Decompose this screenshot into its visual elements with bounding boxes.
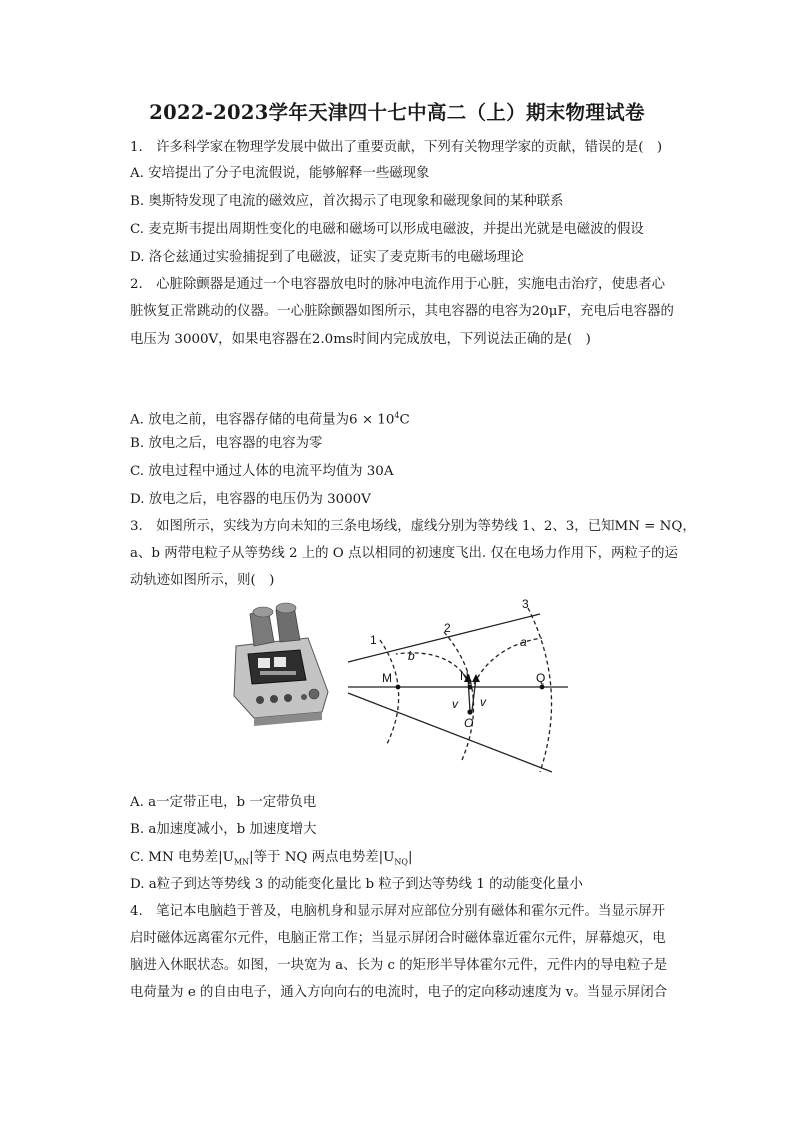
label-point-n: N xyxy=(460,669,469,683)
question-4-line-4: 电荷量为 e 的自由电子，通入方向向右的电流时，电子的定向移动速度为 v。当显示屏闭合 xyxy=(130,985,668,1000)
question-4-line-1: 4. 笔记本电脑趋于普及，电脑机身和显示屏对应部位分别有磁体和霍尔元件。当显示屏开 xyxy=(130,904,666,919)
question-2-line-1: 2. 心脏除颤器是通过一个电容器放电时的脉冲电流作用于心脏，实施电击治疗，使患者心 xyxy=(130,277,666,292)
label-velocity-1: v xyxy=(452,697,458,711)
question-3-option-d: D. a粒子到达等势线 3 的动能变化量比 b 粒子到达等势线 1 的动能变化量小 xyxy=(130,877,583,892)
option-a-unit: C xyxy=(399,412,410,428)
question-1-option-a: A. 安培提出了分子电流假说，能够解释一些磁现象 xyxy=(130,166,430,181)
label-particle-a: a xyxy=(520,635,527,649)
question-4-line-2: 启时磁体远离霍尔元件，电脑正常工作；当显示屏闭合时磁体靠近霍尔元件，屏幕熄灭，电 xyxy=(130,931,666,946)
question-3-option-a: A. a一定带正电，b 一定带负电 xyxy=(130,795,317,810)
question-2-line-2: 脏恢复正常跳动的仪器。一心脏除颤器如图所示，其电容器的电容为20μF，充电后电容器的 xyxy=(130,304,674,319)
label-equipotential-1: 1 xyxy=(370,633,377,647)
question-1-text: 1. 许多科学家在物理学发展中做出了重要贡献，下列有关物理学家的贡献，错误的是( ) xyxy=(130,140,663,155)
question-2-option-c: C. 放电过程中通过人体的电流平均值为 30A xyxy=(130,464,394,479)
defibrillator-image xyxy=(234,603,328,726)
question-1-option-d: D. 洛仑兹通过实验捕捉到了电磁波，证实了麦克斯韦的电磁场理论 xyxy=(130,250,524,265)
question-1-option-c: C. 麦克斯韦提出周期性变化的电磁和磁场可以形成电磁波，并提出光就是电磁波的假设 xyxy=(130,222,644,237)
question-2-option-d: D. 放电之后，电容器的电压仍为 3000V xyxy=(130,492,371,507)
equipotential-1 xyxy=(380,640,399,746)
option-c-subscript-mn: MN xyxy=(233,857,250,867)
question-3-option-b: B. a加速度减小，b 加速度增大 xyxy=(130,822,317,837)
question-3-option-c xyxy=(130,849,412,872)
question-3-line-1: 3. 如图所示，实线为方向未知的三条电场线，虚线分别为等势线 1、2、3，已知MN = NQ， xyxy=(130,519,696,534)
label-equipotential-2: 2 xyxy=(444,621,451,635)
question-2-line-3: 电压为 3000V，如果电容器在2.0ms时间内完成放电，下列说法正确的是( ) xyxy=(130,332,591,347)
question-1-option-b: B. 奥斯特发现了电流的磁效应，首次揭示了电现象和磁现象间的某种联系 xyxy=(130,194,564,209)
question-3-line-2: a、b 两带电粒子从等势线 2 上的 O 点以相同的初速度飞出. 仅在电场力作用下，两粒子的运 xyxy=(130,546,678,561)
option-c-text: C. MN 电势差|U xyxy=(130,850,234,865)
option-c-middle: |等于 NQ 两点电势差|U xyxy=(249,850,395,865)
page-title: 2022-2023学年天津四十七中高二（上）期末物理试卷 xyxy=(149,101,645,124)
label-point-m: M xyxy=(382,671,392,685)
label-point-o: O xyxy=(464,716,474,730)
label-velocity-2: v xyxy=(480,695,486,709)
option-c-subscript-nq: NQ xyxy=(394,857,408,867)
question-4-line-3: 脑进入休眠状态。如图，一块宽为 a、长为 c 的矩形半导体霍尔元件，元件内的导电粒子是 xyxy=(130,958,668,973)
question-3-line-3: 动轨迹如图所示，则( ) xyxy=(130,573,275,588)
equipotential-3 xyxy=(528,608,552,772)
option-a-text: A. 放电之前，电容器存储的电荷量为6 × 10 xyxy=(130,412,395,428)
question-figures xyxy=(230,596,590,796)
trajectory-a xyxy=(474,638,542,684)
field-diagram xyxy=(348,608,568,772)
question-2-option-a xyxy=(130,407,410,429)
field-line-bottom xyxy=(348,693,552,772)
option-a-exponent: 4 xyxy=(394,411,400,420)
label-point-q: Q xyxy=(536,671,546,685)
question-2-option-b: B. 放电之后，电容器的电容为零 xyxy=(130,436,323,451)
label-particle-b: b xyxy=(408,649,415,663)
label-equipotential-3: 3 xyxy=(522,597,529,611)
option-c-end: | xyxy=(407,850,413,865)
